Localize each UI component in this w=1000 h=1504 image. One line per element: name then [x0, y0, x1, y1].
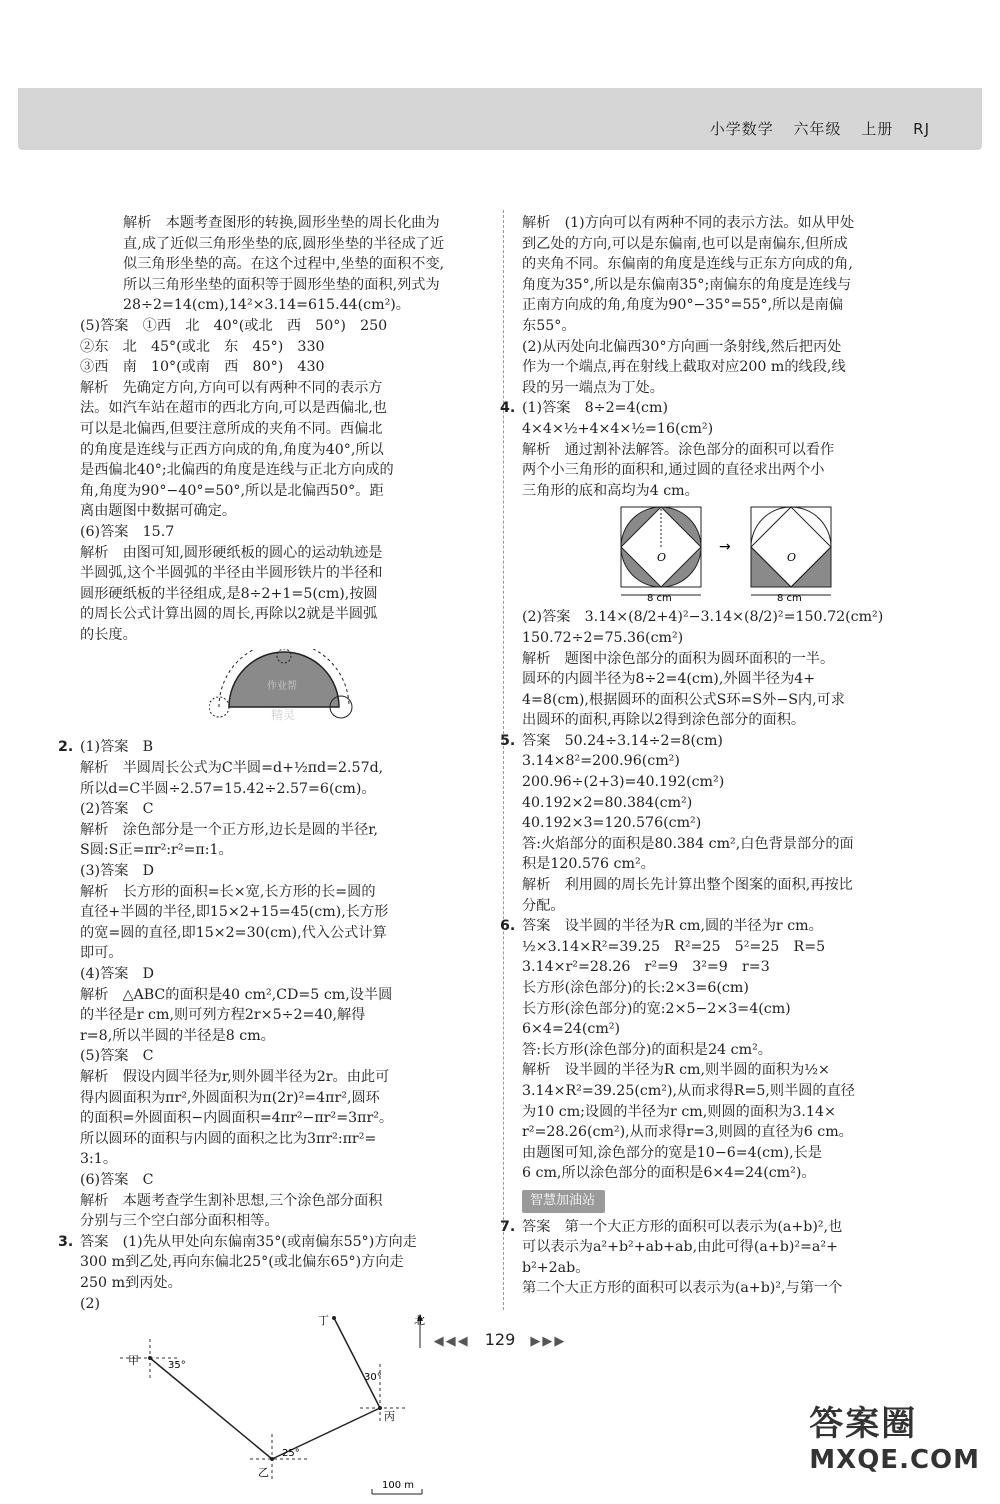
text-line: 250 m到丙处。 [80, 1274, 182, 1291]
book-info [696, 118, 930, 139]
text-line: 28÷2=14(cm),14²×3.14=615.44(cm²)。 [123, 297, 410, 314]
text-line: 所以圆环的面积与内圆的面积之比为3πr²:πr²= [80, 1130, 377, 1147]
question-number: 7. [500, 1218, 516, 1235]
text-line: 正南方向成的角,角度为90°−35°=55°,所以是南偏 [522, 297, 844, 314]
text-line: 积是120.576 cm²。 [522, 856, 655, 873]
text-line: 解析 通过割补法解答。涂色部分的面积可以看作 [522, 441, 835, 458]
subject: 小学数学 [709, 120, 774, 138]
text-line: 40.192×3=120.576(cm²) [522, 815, 702, 832]
text-line: (5)答案 ①西 北 40°(或北 西 50°) 250 [80, 317, 388, 334]
text-line: (6)答案 15.7 [80, 523, 175, 540]
text-line: 出圆环的面积,再除以2得到涂色部分的面积。 [522, 712, 806, 729]
text-line: 的长度。 [80, 626, 137, 643]
grade: 六年级 [793, 120, 842, 138]
text-line: 半圆弧,这个半圆弧的半径由半圆形铁片的半径和 [80, 565, 383, 582]
text-line: 答:火焰部分的面积是80.384 cm²,白色背景部分的面 [522, 835, 854, 852]
text-line: 的角度是连线与正西方向成的角,角度为40°,所以 [80, 441, 384, 458]
text-line: (2)答案 3.14×(8/2+4)²−3.14×(8/2)²=150.72(cm²) [522, 609, 884, 626]
text-line: 解析 设半圆的半径为R cm,则半圆的面积为½× [522, 1062, 830, 1079]
arrow-right-icon: → [719, 539, 731, 556]
angle-25: 25° [282, 1448, 300, 1460]
text-line: 离由题图中数据可确定。 [80, 503, 237, 520]
text-line: 法。如汽车站在超市的西北方向,可以是西偏北,也 [80, 400, 387, 417]
label-ding: 丁 [318, 1314, 329, 1328]
text-line: 7. 答案 第一个大正方形的面积可以表示为(a+b)²,也 [522, 1217, 940, 1238]
text-line: 解析 半圆周长公式为C半圆=d+½πd=2.57d, [80, 760, 384, 777]
text-line: 段的另一端点为丁处。 [522, 379, 664, 396]
edition: RJ [913, 120, 930, 138]
center-o: O [657, 551, 667, 565]
text-line: 直,成了近似三角形坐垫的底,圆形坐垫的半径成了近 [123, 235, 445, 252]
text-line: 解析 题图中涂色部分的面积为圆环面积的一半。 [522, 650, 835, 667]
text-line: 解析 涂色部分是一个正方形,边长是圆的半径r, [80, 821, 378, 838]
text-line: S圆:S正=πr²:r²=π:1。 [80, 842, 233, 859]
semicircle-piece [229, 652, 339, 707]
circle-square-figure [611, 505, 851, 603]
text-line: 解析 本题考查学生割补思想,三个涂色部分面积 [80, 1192, 383, 1209]
column-divider [503, 210, 504, 1310]
text-line: (2)答案 C [80, 801, 154, 818]
section-badge: 智慧加油站 [522, 1190, 605, 1213]
text-line: 5. 答案 50.24÷3.14÷2=8(cm) [522, 731, 940, 752]
scale-label: 100 m [382, 1480, 415, 1492]
center-o: O [787, 551, 797, 565]
text-line: 圆形硬纸板的半径组成,是8÷2+1=5(cm),按圆 [80, 585, 378, 602]
angle-35: 35° [168, 1360, 186, 1372]
watermark-logo-text: 答案圈 [809, 1404, 918, 1444]
text-line: 3.14×8²=200.96(cm²) [522, 753, 680, 770]
text-line: 3. 答案 (1)先从甲处向东偏南35°(或南偏东55°)方向走 [80, 1232, 488, 1253]
text-line: 解析 本题考查图形的转换,圆形坐垫的周长化曲为 [123, 215, 440, 231]
watermark-label: 作业帮 [267, 681, 297, 693]
point-yi [270, 1457, 274, 1461]
text-line: b²+2ab。 [522, 1259, 590, 1276]
text-line: 的宽=圆的直径,即15×2=30(cm),代入公式计算 [80, 924, 387, 941]
angle-30: 30° [364, 1372, 382, 1384]
text-line: (5)答案 C [80, 1048, 154, 1065]
point-ding [332, 1316, 336, 1320]
text-line: 所以d=C半圆÷2.57=15.42÷2.57=6(cm)。 [80, 780, 376, 797]
text-line: 圆环的内圆半径为8÷2=4(cm),外圆半径为4+ [522, 671, 816, 688]
text-line: 4×4×½+4×4×½=16(cm²) [522, 420, 714, 437]
text-line: (3)答案 D [80, 863, 155, 880]
text-line: 解析 △ABC的面积是40 cm²,CD=5 cm,设半圆 [80, 986, 393, 1003]
text-line: (4)答案 D [80, 966, 155, 982]
left-column [58, 213, 488, 1504]
text-line: 东55°。 [522, 317, 576, 334]
text-line: r²=28.26(cm²),从而求得r=3,则圆的直径为6 cm。 [522, 1124, 853, 1141]
width-label: 8 cm [777, 593, 802, 604]
question-number: 4. [500, 400, 516, 417]
text-line: 直径+半圆的半径,即15×2+15=45(cm),长方形 [80, 904, 389, 921]
text-line: 150.72÷2=75.36(cm²) [522, 629, 684, 646]
text-line: 长方形(涂色部分)的长:2×3=6(cm) [522, 980, 749, 996]
question-number: 6. [500, 918, 516, 935]
text-line: 6 cm,所以涂色部分的面积是6×4=24(cm²)。 [522, 1165, 816, 1182]
text-line: 角,角度为90°−40°=50°,所以是北偏西50°。距 [80, 482, 384, 499]
text-line: 解析 长方形的面积=长×宽,长方形的长=圆的 [80, 883, 376, 900]
text-line: 三角形的底和高均为4 cm。 [522, 482, 699, 499]
text-line: 解析 先确定方向,方向可以有两种不同的表示方 [80, 379, 383, 396]
text-line: 可以是北偏西,但要注意所成的夹角不同。西偏北 [80, 420, 383, 437]
left-arrows-icon: ◀◀◀ [433, 1334, 470, 1349]
text-line: 解析 假设内圆半径为r,则外圆半径为2r。由此可 [80, 1068, 390, 1085]
page-footer [0, 1330, 1000, 1349]
text-line: 6×4=24(cm²) [522, 1021, 621, 1038]
page-number: 129 [484, 1330, 516, 1349]
volume: 上册 [861, 120, 894, 138]
text-line: 解析 利用圆的周长先计算出整个图案的面积,再按比 [522, 877, 853, 894]
label-yi: 乙 [258, 1466, 269, 1480]
point-bing [378, 1406, 382, 1410]
right-column [500, 213, 940, 1299]
text-line: 可以表示为a²+b²+ab+ab,由此可得(a+b)²=a²+ [522, 1239, 838, 1256]
text-line: 200.96÷(2+3)=40.192(cm²) [522, 774, 725, 791]
text-line: 所以三角形坐垫的面积等于圆形坐垫的面积,列式为 [123, 276, 440, 293]
text-line: (6)答案 C [80, 1171, 154, 1188]
site-watermark [809, 1396, 980, 1475]
text-line: 作为一个端点,再在射线上截取对应200 m的线段,线 [522, 359, 846, 376]
text-line: 3.14×R²=39.25(cm²),从而求得R=5,则半圆的直径 [522, 1082, 855, 1099]
text-line: 的半径是r cm,则可列方程2r×5÷2=40,解得 [80, 1007, 366, 1024]
text-line: 解析 由图可知,圆形硬纸板的圆心的运动轨迹是 [80, 544, 383, 561]
text-line: (2)从丙处向北偏西30°方向画一条射线,然后把丙处 [522, 338, 842, 355]
text-line: 分配。 [522, 897, 565, 914]
route-jia-yi [150, 1358, 272, 1459]
question-number: 3. [58, 1233, 74, 1250]
text-line: 40.192×2=80.384(cm²) [522, 794, 693, 811]
text-line: 2. (1)答案 B [80, 737, 488, 758]
label-jia: 甲 [128, 1354, 139, 1368]
question-number: 2. [58, 739, 74, 756]
text-line: 似三角形坐垫的高。在这个过程中,坐垫的面积不变, [123, 256, 445, 273]
text-line: 4. (1)答案 8÷2=4(cm) [522, 398, 940, 419]
text-line: 的面积=外圆面积−内圆面积=4πr²−πr²=3πr²。 [80, 1110, 394, 1127]
text-line: 为10 cm;设圆的半径为r cm,则圆的面积为3.14× [522, 1103, 836, 1120]
text-line: 到乙处的方向,可以是东偏南,也可以是南偏东,但所成 [522, 235, 848, 252]
question-number: 5. [500, 732, 516, 749]
text-line: 长方形(涂色部分)的宽:2×5−2×3=4(cm) [522, 1000, 791, 1017]
label-bing: 丙 [384, 1410, 395, 1424]
width-label: 8 cm [647, 593, 672, 604]
text-line: 6. 答案 设半圆的半径为R cm,圆的半径为r cm。 [522, 916, 940, 937]
text-line: 300 m到乙处,再向东偏北25°(或北偏东65°)方向走 [80, 1254, 404, 1271]
watermark-url: MXQE.COM [809, 1445, 980, 1475]
text-line: 第二个大正方形的面积可以表示为(a+b)²,与第一个 [522, 1280, 843, 1297]
text-line: ②东 北 45°(或北 东 45°) 330 [80, 338, 325, 355]
semicircle-figure [209, 649, 359, 733]
text-line: 得内圆面积为πr²,外圆面积为π(2r)²=4πr²,圆环 [80, 1089, 380, 1106]
point-jia [148, 1356, 152, 1360]
text-line: 4=8(cm),根据圆环的面积公式S环=S外−S内,可求 [522, 691, 845, 708]
text-line: 3.14×r²=28.26 r²=9 3²=9 r=3 [522, 959, 770, 976]
text-line: r=8,所以半圆的半径是8 cm。 [80, 1027, 275, 1044]
north-label: 北 [414, 1314, 425, 1328]
text-line: 的周长公式计算出圆的周长,再除以2就是半圆弧 [80, 606, 378, 623]
text-line: 3:1。 [80, 1151, 118, 1168]
text-line: (2) [80, 1295, 101, 1312]
text-line: 是西偏北40°;北偏西的角度是连线与正北方向成的 [80, 462, 394, 479]
text-line: ½×3.14×R²=39.25 R²=25 5²=25 R=5 [522, 938, 826, 955]
text-line: 解析 (1)方向可以有两种不同的表示方法。如从甲处 [522, 215, 855, 231]
text-line: 由题图可知,涂色部分的宽是10−6=4(cm),长是 [522, 1144, 822, 1161]
text-line: 即可。 [80, 945, 123, 962]
text-line: 角度为35°,所以是东偏南35°;南偏东的角度是连线与 [522, 276, 852, 293]
text-line: 的夹角不同。东偏南的角度是连线与正东方向成的角, [522, 256, 853, 273]
text-line: 两个小三角形的面积和,通过圆的直径求出两个小 [522, 462, 825, 479]
right-arrows-icon: ▶▶▶ [530, 1334, 567, 1349]
watermark-label: 精灵 [271, 708, 296, 723]
text-line: ③西 南 10°(或南 西 80°) 430 [80, 359, 325, 376]
text-line: 分别与三个空白部分面积相等。 [80, 1213, 279, 1230]
text-line: 答:长方形(涂色部分)的面积是24 cm²。 [522, 1041, 772, 1058]
